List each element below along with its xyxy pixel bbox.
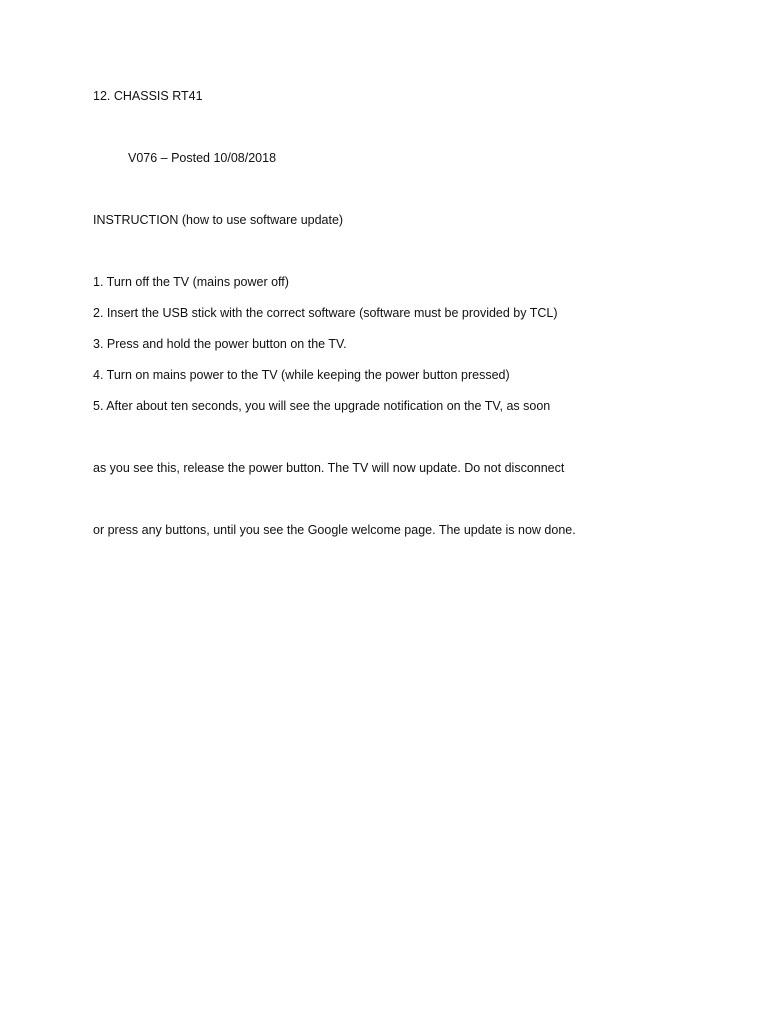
continuation-line-1: as you see this, release the power button. The TV will now update. Do not disconnect — [93, 461, 565, 475]
instruction-title: INSTRUCTION (how to use software update) — [93, 213, 344, 227]
step-4: 4. Turn on mains power to the TV (while keeping the power button pressed) — [93, 368, 510, 382]
continuation-line-2: or press any buttons, until you see the Google welcome page. The update is now done. — [93, 523, 576, 537]
version-posted-line: V076 – Posted 10/08/2018 — [128, 151, 277, 165]
step-3: 3. Press and hold the power button on the TV. — [93, 337, 347, 351]
step-5: 5. After about ten seconds, you will see the upgrade notification on the TV, as soon — [93, 399, 551, 413]
step-2: 2. Insert the USB stick with the correct software (software must be provided by TCL) — [93, 306, 558, 320]
step-1: 1. Turn off the TV (mains power off) — [93, 275, 289, 289]
section-heading: 12. CHASSIS RT41 — [93, 89, 203, 103]
